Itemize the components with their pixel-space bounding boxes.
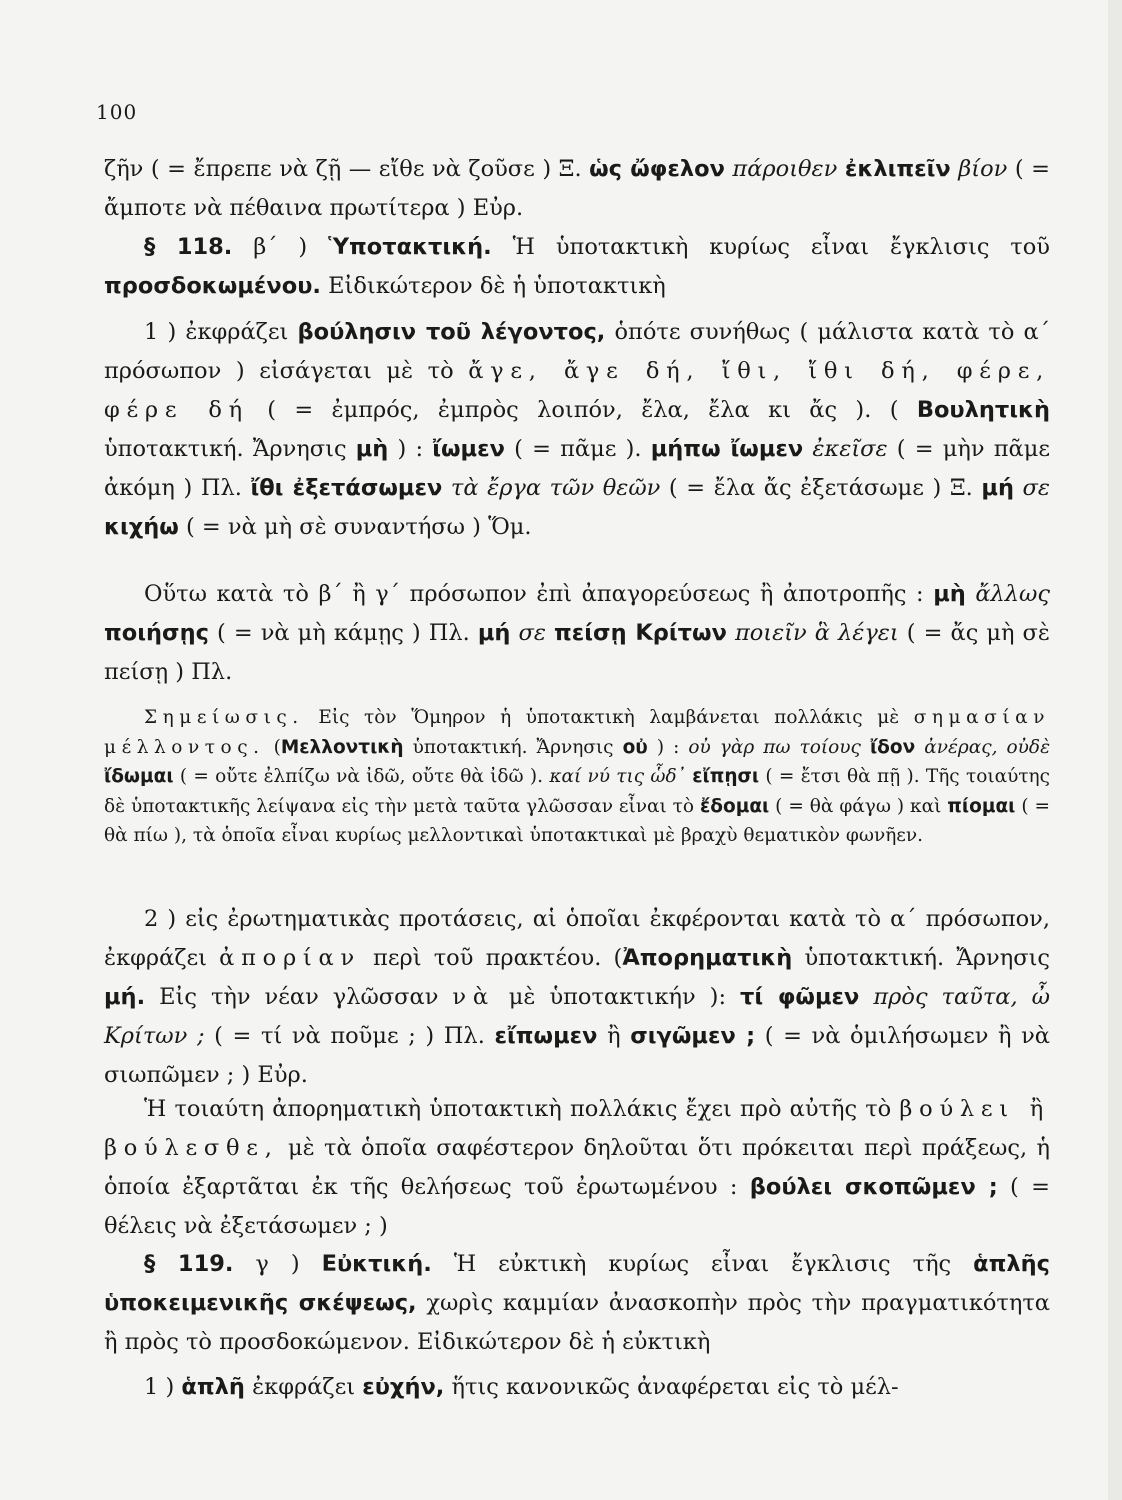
page-edge-shadow xyxy=(1108,0,1122,1500)
paragraph-optative-wish: 1 ) ἁπλῆ ἐκφράζει εὐχήν, ἥτις κανονικῶς ἀναφέρεται εἰς τὸ μέλ- xyxy=(144,1374,899,1400)
section-119-heading: § 119. γ ) Εὐκτική. Ἡ εὐκτικὴ κυρίως εἶναι ἔγκλισις τῆς ἁπλῆς ὑποκειμενικῆς σκέψεως, χωρὶς καμμίαν ἀνασκοπὴν πρὸς τὴν πραγματικότητα ἢ πρὸς τὸ προσδοκώμενον. Εἰδικώτερον δὲ ἡ εὐκτικὴ xyxy=(104,1251,1050,1355)
paragraph-1-voluntative: 1 ) ἐκφράζει βούλησιν τοῦ λέγοντος, ὁπότε συνήθως ( μάλιστα κατὰ τὸ α΄ πρόσωπον ) εἰσάγεται μὲ τὸ ἄγε, ἄγε δή, ἴθι, ἴθι δή, φέρε, φέρε δή ( = ἐμπρός, ἐμπρὸς λοιπόν, ἔλα, ἔλα κι ἄς ). ( Βουλητικὴ ὑποτακτική. Ἄρνησις μὴ ) : ἴωμεν ( = πᾶμε ). μήπω ἴωμεν ἐκεῖσε ( = μὴν πᾶμε ἀκόμη ) Πλ. ἴθι ἐξετάσωμεν τὰ ἔργα τῶν θεῶν ( = ἔλα ἄς ἐξετάσωμε ) Ξ. μή σε κιχήω ( = νὰ μὴ σὲ συναντήσω ) Ὅμ. xyxy=(104,319,1050,540)
paragraph-boulei: Ἡ τοιαύτη ἀπορηματικὴ ὑποτακτικὴ πολλάκις ἔχει πρὸ αὐτῆς τὸ βούλει ἢ βούλεσθε, μὲ τὰ ὁποῖα σαφέστερον δηλοῦται ὅτι πρόκειται περὶ πράξεως, ἡ ὁποία ἐξαρτᾶται ἐκ τῆς θελήσεως τοῦ ἐρωτωμένου : βούλει σκοπῶμεν ; ( = θέλεις νὰ ἐξετάσωμεν ; ) xyxy=(104,1096,1050,1239)
paragraph-prohibition: Οὕτω κατὰ τὸ β΄ ἢ γ΄ πρόσωπον ἐπὶ ἀπαγορεύσεως ἢ ἀποτροπῆς : μὴ ἄλλως ποιήσῃς ( = νὰ μὴ κάμῃς ) Πλ. μή σε πείσῃ Κρίτων ποιεῖν ἃ λέγει ( = ἄς μὴ σὲ πείσῃ ) Πλ. xyxy=(104,581,1050,685)
page-number: 100 xyxy=(96,100,138,124)
paragraph-2-deliberative: 2 ) εἰς ἐρωτηματικὰς προτάσεις, αἱ ὁποῖαι ἐκφέρονται κατὰ τὸ α΄ πρόσωπον, ἐκφράζει ἀπορίαν περὶ τοῦ πρακτέου. (Ἀπορηματικὴ ὑποτακτική. Ἄρνησις μή. Εἰς τὴν νέαν γλῶσσαν νὰ μὲ ὑποτακτικήν ): τί φῶμεν πρὸς ταῦτα, ὦ Κρίτων ; ( = τί νὰ ποῦμε ; ) Πλ. εἴπωμεν ἢ σιγῶμεν ; ( = νὰ ὁμιλήσωμεν ἢ νὰ σιωπῶμεν ; ) Εὐρ. xyxy=(104,906,1050,1088)
section-118-heading: § 118. β΄ ) Ὑποτακτική. Ἡ ὑποτακτικὴ κυρίως εἶναι ἔγκλισις τοῦ προσδοκωμένου. Εἰδικώτερον δὲ ἡ ὑποτακτικὴ xyxy=(104,234,1050,299)
note-paragraph: Σημείωσις. Εἰς τὸν Ὅμηρον ἡ ὑποτακτικὴ λαμβάνεται πολλάκις μὲ σημασίαν μέλλοντος. (Μελλοντικὴ ὑποτακτική. Ἄρνησις οὐ ) : οὐ γὰρ πω τοίους ἴδον ἀνέρας, οὐδὲ ἴδωμαι ( = οὔτε ἐλπίζω νὰ ἰδῶ, οὔτε θὰ ἰδῶ ). καί νύ τις ὧδ᾽ εἴπῃσι ( = ἔτσι θὰ πῇ ). Τῆς τοιαύτης δὲ ὑποτακτικῆς λείψανα εἰς τὴν μετὰ ταῦτα γλῶσσαν εἶναι τὸ ἔδομαι ( = θὰ φάγω ) καὶ πίομαι ( = θὰ πίω ), τὰ ὁποῖα εἶναι κυρίως μελλοντικαὶ ὑποτακτικαὶ μὲ βραχὺ θεματικὸν φωνῆεν. xyxy=(104,707,1051,846)
continuation-paragraph: ζῆν ( = ἔπρεπε νὰ ζῇ — εἴθε νὰ ζοῦσε ) Ξ. ὡς ὤφελον πάροιθεν ἐκλιπεῖν βίον ( = ἄμποτε νὰ πέθαινα πρωτίτερα ) Εὐρ. xyxy=(104,156,1050,221)
